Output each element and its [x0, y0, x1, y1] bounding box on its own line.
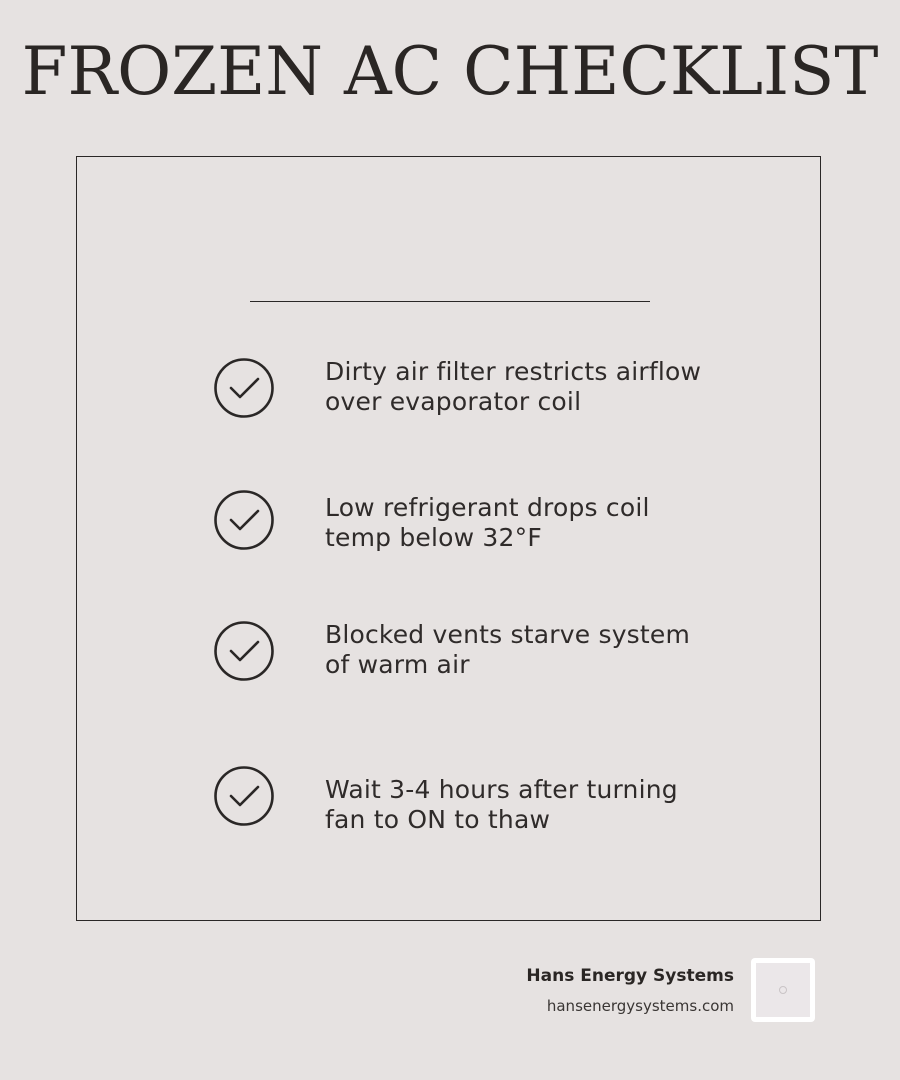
checklist-item — [213, 765, 773, 834]
checklist-item-line: Wait 3-4 hours after turning — [325, 775, 678, 804]
company-logo — [751, 958, 815, 1022]
checklist-item-text — [325, 775, 765, 835]
page-title: FROZEN AC CHECKLIST — [21, 33, 879, 110]
checklist-item — [213, 620, 773, 684]
checklist-item-line: Dirty air filter restricts airflow — [325, 357, 702, 386]
checklist-item-text — [325, 357, 765, 417]
logo-mark-icon — [779, 986, 787, 994]
checklist-item — [213, 357, 773, 421]
checklist-item-line: over evaporator coil — [325, 387, 582, 416]
checklist-card — [76, 156, 821, 921]
checklist-item-text — [325, 493, 765, 553]
checklist-item-line: Low refrigerant drops coil — [325, 493, 650, 522]
company-name: Hans Energy Systems — [526, 966, 734, 986]
divider-line — [250, 301, 650, 302]
checklist-item-line: of warm air — [325, 650, 470, 679]
checklist-item-line: fan to ON to thaw — [325, 805, 551, 834]
company-website[interactable]: hansenergysystems.com — [546, 997, 734, 1015]
check-circle-icon — [213, 765, 275, 827]
check-circle-icon — [213, 357, 275, 419]
logo-image — [756, 963, 810, 1017]
check-circle-icon — [213, 620, 275, 682]
checklist-item-text — [325, 620, 765, 680]
check-circle-icon — [213, 489, 275, 551]
checklist-item — [213, 489, 773, 553]
checklist-item-line: temp below 32°F — [325, 523, 542, 552]
checklist-item-line: Blocked vents starve system — [325, 620, 691, 649]
